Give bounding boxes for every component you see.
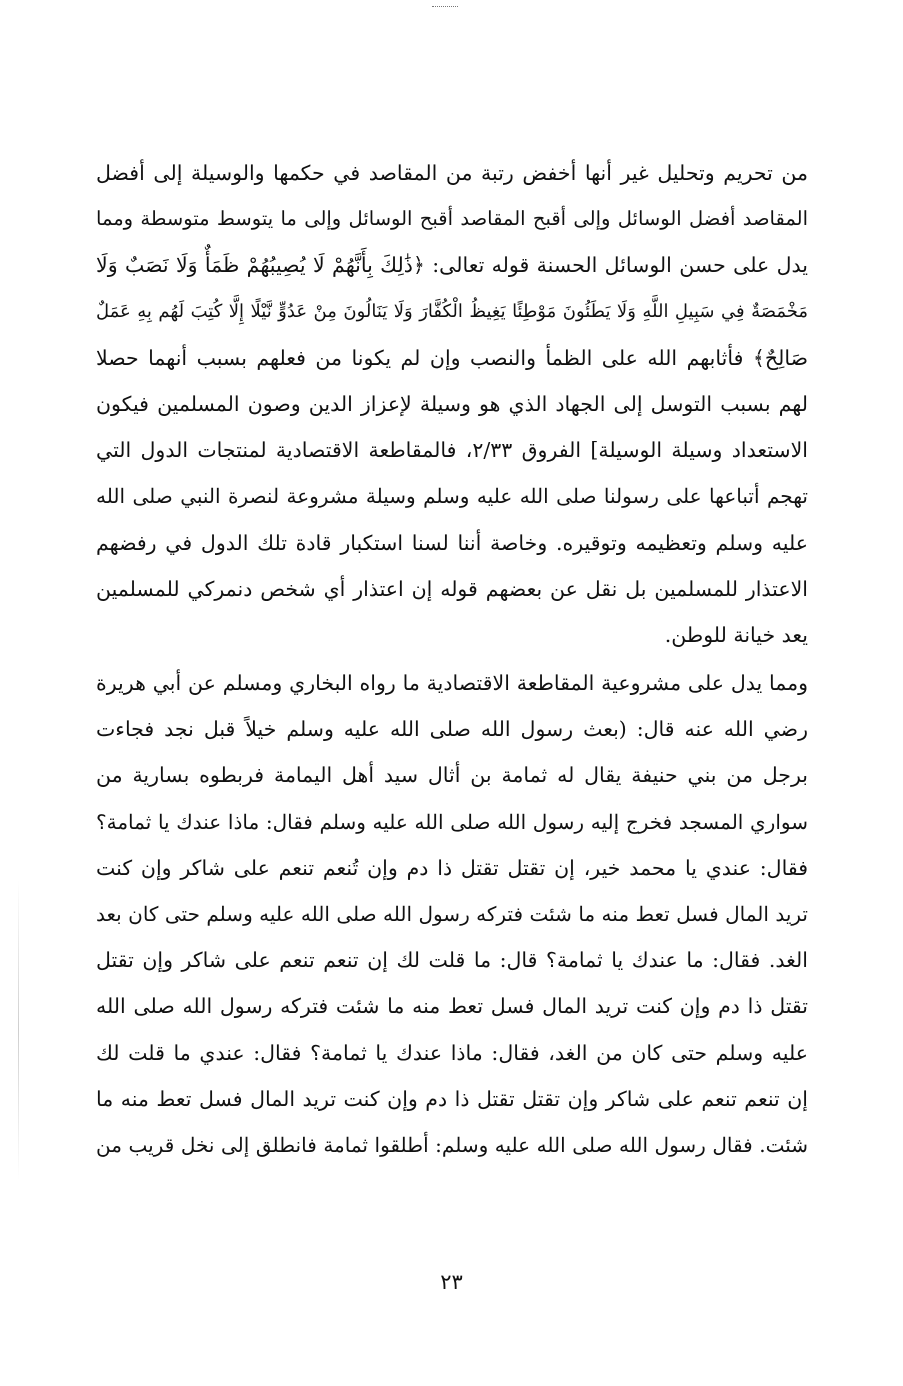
text-line: رضي الله عنه قال: (بعث رسول الله صلى الله عليه وسلم خيلاً قبل نجد فجاءت — [96, 717, 808, 742]
quran-verse-line: مَخْمَصَةٌ فِي سَبِيلِ اللَّهِ وَلَا يَطَئُونَ مَوْطِئًا يَغِيظُ الْكُفَّارَ وَلَا يَنَالُونَ مِنْ عَدُوٍّ نَّيْلًا إِلَّا كُتِبَ لَهُم بِهِ عَمَلٌ — [96, 300, 808, 322]
paragraph-2 — [96, 660, 808, 1168]
text-line: يعد خيانة للوطن. — [664, 622, 808, 647]
text-line: يدل على حسن الوسائل الحسنة قوله تعالى: ﴿ذَٰلِكَ بِأَنَّهُمْ لَا يُصِيبُهُمْ ظَمَأٌ وَلَا نَصَبٌ وَلَا — [96, 253, 808, 278]
text-line: تهجم أتباعها على رسولنا صلى الله عليه وسلم وسيلة مشروعة لنصرة النبي صلى الله — [96, 484, 808, 509]
paragraph-1 — [96, 150, 808, 658]
scan-mark — [432, 6, 458, 9]
text-line: المقاصد أفضل الوسائل وإلى أقبح المقاصد أقبح الوسائل وإلى ما يتوسط متوسطة ومما — [96, 207, 808, 231]
text-line: ومما يدل على مشروعية المقاطعة الاقتصادية ما رواه البخاري ومسلم عن أبي هريرة — [96, 671, 808, 696]
text-line: إن تنعم تنعم على شاكر وإن تقتل تقتل ذا دم وإن كنت تريد المال فسل تعط منه ما — [96, 1086, 808, 1111]
page-number: ٢٣ — [440, 1270, 463, 1294]
text-line: سواري المسجد فخرج إليه رسول الله صلى الله عليه وسلم فقال: ماذا عندك يا ثمامة؟ — [96, 809, 808, 834]
text-line: الاستعداد وسيلة الوسيلة] الفروق ٢/٣٣، فالمقاطعة الاقتصادية لمنتجات الدول التي — [96, 438, 808, 463]
text-line: عليه وسلم وتعظيمه وتوقيره. وخاصة أننا لسنا استكبار قادة تلك الدول في رفضهم — [96, 530, 808, 555]
text-line: صَالِحٌ﴾ فأثابهم الله على الظمأ والنصب وإن لم يكونا من فعلهم بسبب أنهما حصلا — [96, 345, 808, 370]
text-line: من تحريم وتحليل غير أنها أخفض رتبة من المقاصد في حكمها والوسيلة إلى أفضل — [96, 161, 808, 185]
text-line: الغد. فقال: ما عندك يا ثمامة؟ قال: ما قلت لك إن تنعم تنعم على شاكر وإن تقتل — [96, 948, 808, 973]
text-line: تريد المال فسل تعط منه ما شئت فتركه رسول الله صلى الله عليه وسلم حتى كان بعد — [96, 902, 808, 926]
text-line: برجل من بني حنيفة يقال له ثمامة بن أثال سيد أهل اليمامة فربطوه بسارية من — [96, 763, 808, 788]
text-line: عليه وسلم حتى كان من الغد، فقال: ماذا عندك يا ثمامة؟ فقال: عندي ما قلت لك — [96, 1040, 808, 1065]
text-line: شئت. فقال رسول الله صلى الله عليه وسلم: أطلقوا ثمامة فانطلق إلى نخل قريب من — [96, 1132, 808, 1157]
scan-edge-shadow — [18, 880, 19, 1180]
text-line: تقتل ذا دم وإن كنت تريد المال فسل تعط منه ما شئت فتركه رسول الله صلى الله — [96, 994, 808, 1019]
text-line: فقال: عندي يا محمد خير، إن تقتل تقتل ذا دم وإن تُنعم تنعم على شاكر وإن كنت — [96, 855, 808, 880]
text-line: الاعتذار للمسلمين بل نقل عن بعضهم قوله إن اعتذار أي شخص دنمركي للمسلمين — [96, 576, 808, 601]
body-text — [96, 150, 808, 1168]
text-line: لهم بسبب التوسل إلى الجهاد الذي هو وسيلة لإعزاز الدين وصون المسلمين فيكون — [96, 391, 808, 416]
